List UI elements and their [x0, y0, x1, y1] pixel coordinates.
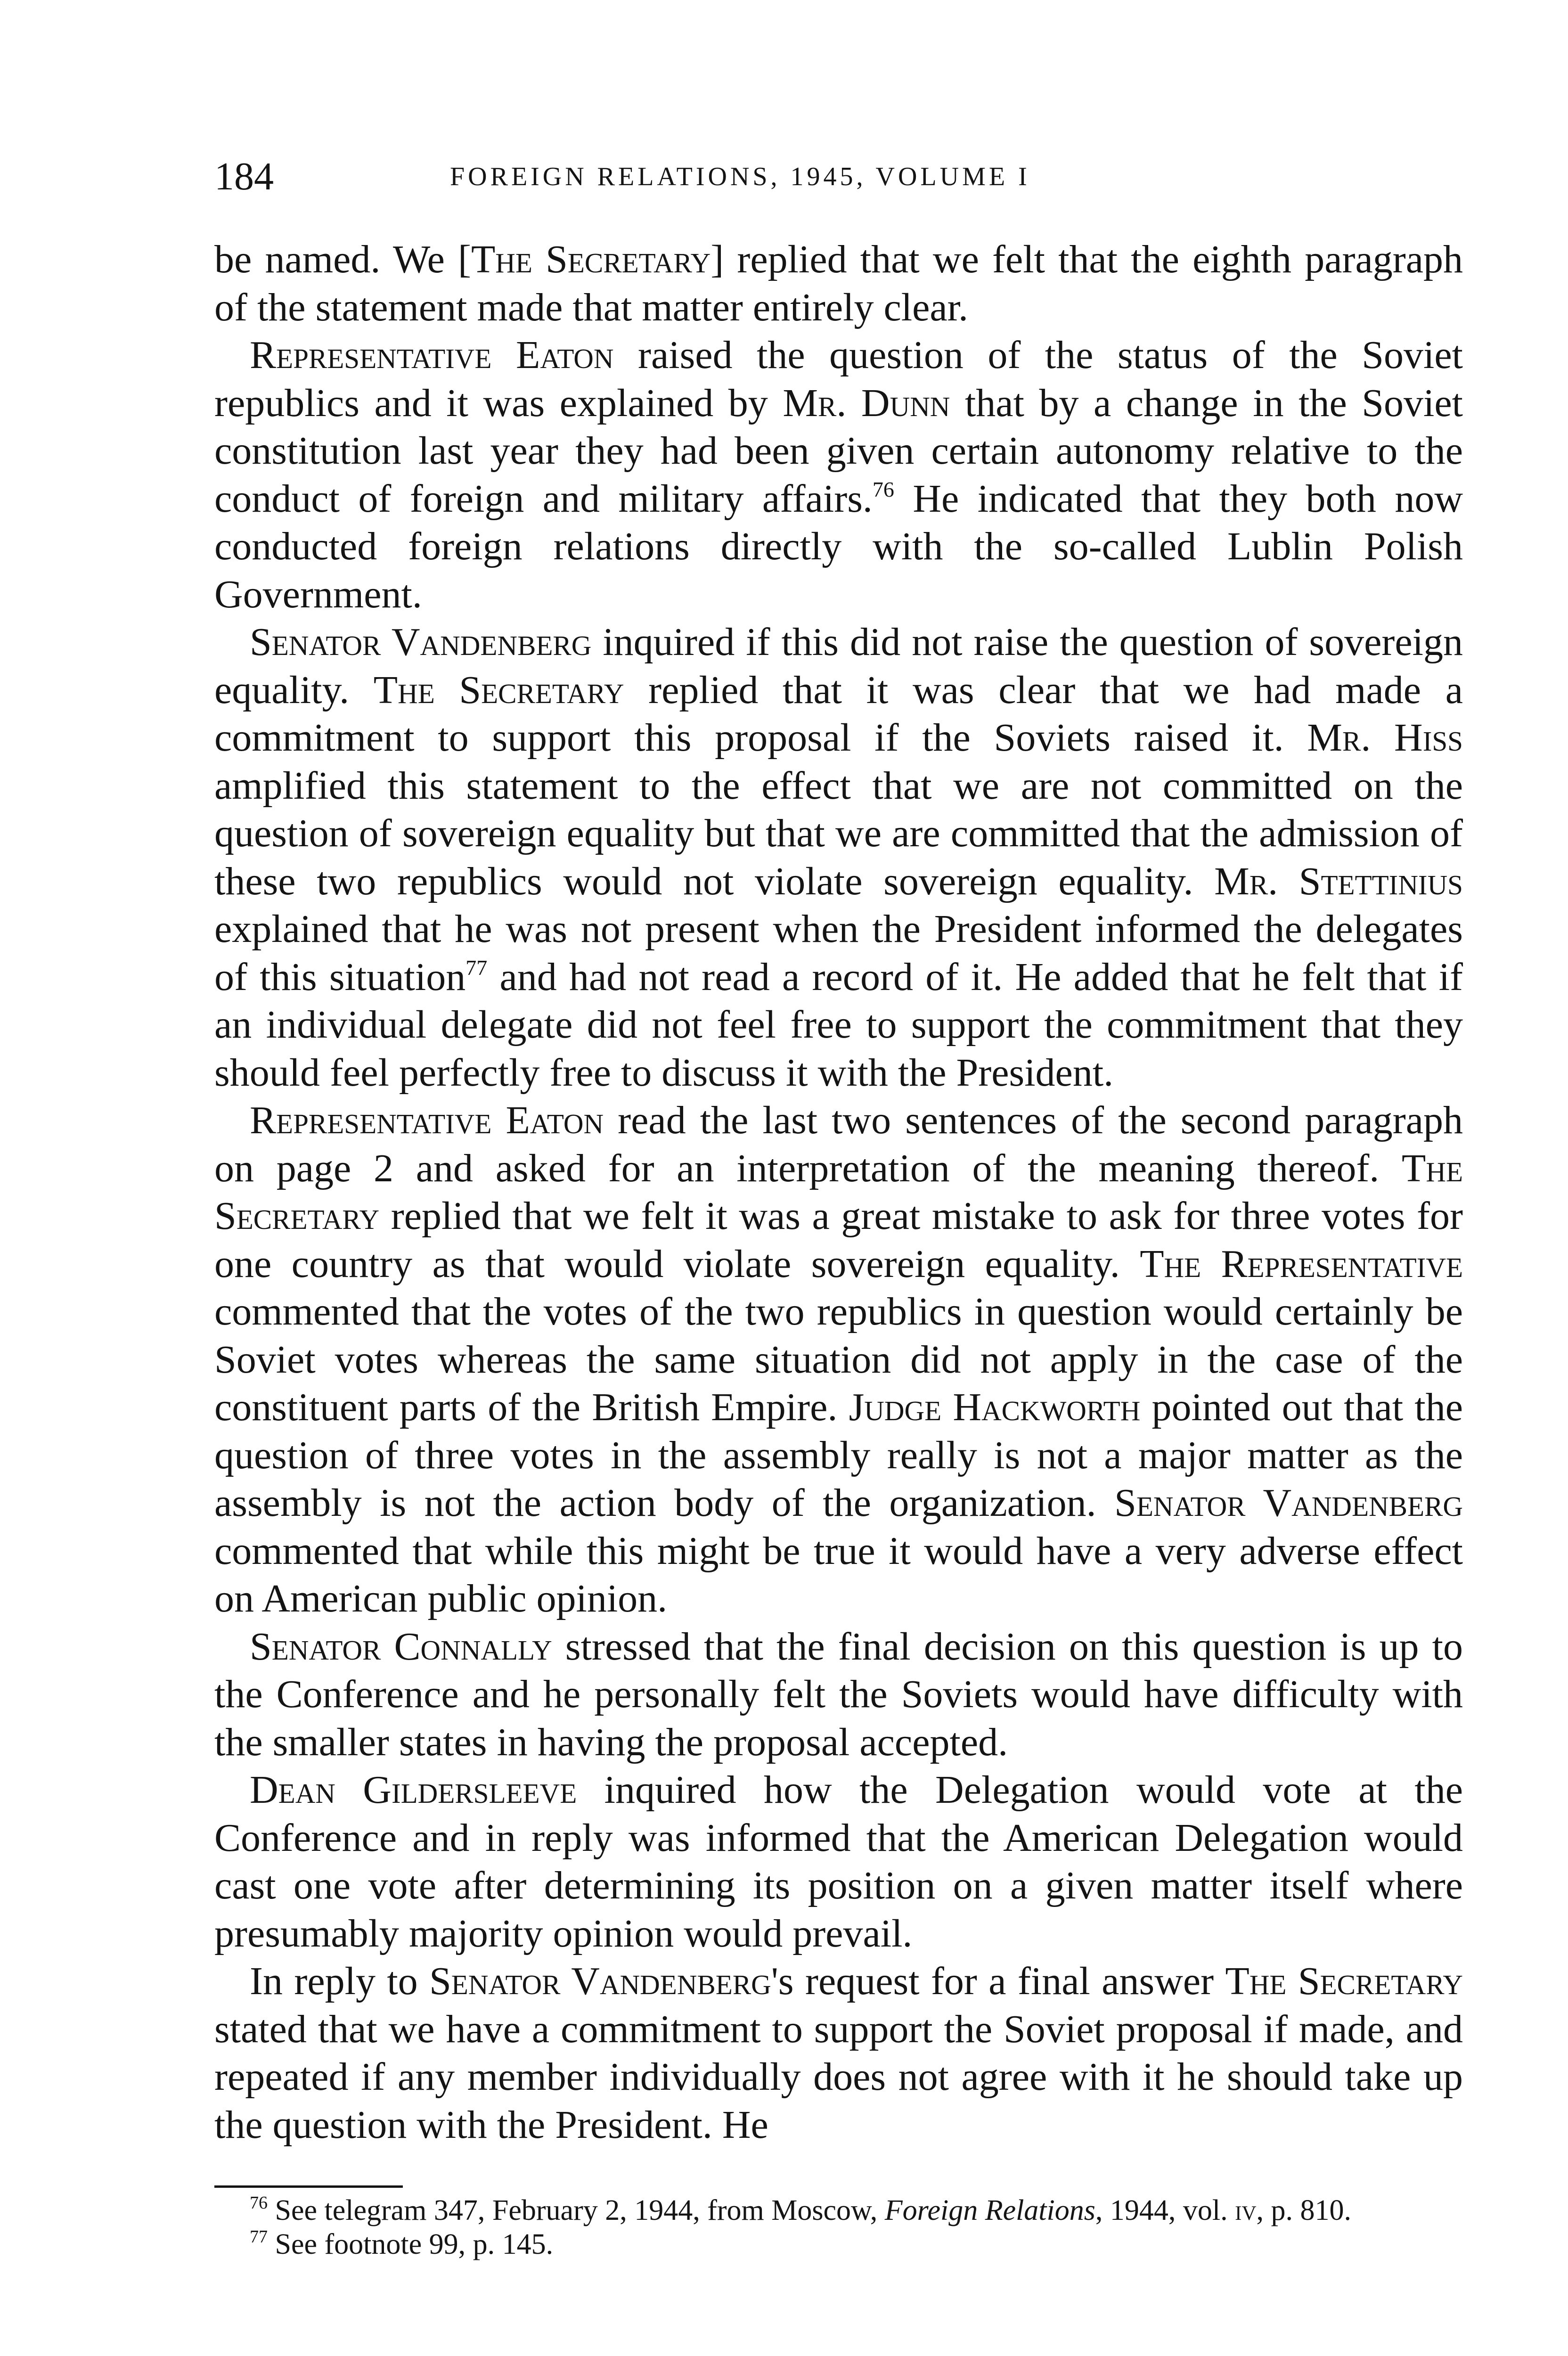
speaker-name: Mr. Hiss [1307, 716, 1463, 760]
footnote: $^{76}$ See telegram 347, February 2, 1944, from Moscow, Foreign Relations, 1944, vol. iv, p. 810. [250, 2193, 1351, 2226]
page-number: 184 [214, 155, 274, 198]
speaker-name: The Secretary [471, 237, 711, 281]
speaker-name: The Representative [1140, 1242, 1463, 1286]
footnote-reference: 77 [466, 955, 488, 980]
page-header [214, 151, 1463, 203]
speaker-name: The Secretary [214, 1146, 1463, 1238]
paragraph: Senator Connally stressed that the final decision on this question is up to the Conference and he personally felt the Soviets would have difficulty with the smaller states in having the proposal accepted. [214, 1624, 1463, 1764]
speaker-name: Mr. Dunn [783, 381, 950, 425]
speaker-name: Senator Connally [250, 1624, 552, 1669]
running-title: FOREIGN RELATIONS, 1945, VOLUME I [450, 162, 1030, 191]
footnote-marker: 76 [250, 2193, 268, 2213]
body-text [214, 236, 1463, 2149]
paragraph: be named. We [The Secretary] replied that we felt that the eighth paragraph of the statement made that matter entirely clear. [214, 237, 1463, 329]
footnote-marker: 77 [250, 2227, 268, 2247]
speaker-name: Senator Vandenberg [250, 620, 592, 664]
publication-title: Foreign Relations [884, 2194, 1095, 2226]
speaker-name: The Secretary [373, 668, 624, 712]
speaker-name: The Secretary [1225, 1959, 1463, 2003]
footnotes [214, 2193, 1463, 2261]
speaker-name: Senator Vandenberg [429, 1959, 771, 2003]
speaker-name: Representative Eaton [250, 1098, 604, 1142]
paragraph: Senator Vandenberg inquired if this did not raise the question of sovereign equality. The Secretary replied that it was clear that we had made a commitment to support this proposal if the Soviets raised it. Mr. Hiss amplified this statement to the effect that we are not committed on the question of sovereign equality but that we are committed that the admission of these two republics would not violate sovereign equality. Mr. Stettinius explained that he was not present when the President informed the delegates of this situation$^{77}$ and had not read a record of it. He added that he felt that if an individual delegate did not feel free to support the commitment that they should feel perfectly free to discuss it with the President. [214, 620, 1463, 1095]
footnote-divider [214, 2185, 403, 2188]
paragraph: In reply to Senator Vandenberg's request for a final answer The Secretary stated that we have a commitment to support the Soviet proposal if made, and repeated if any member individually does not agree with it he should take up the question with the President. He [214, 1959, 1463, 2147]
speaker-name: Judge Hackworth [849, 1385, 1141, 1429]
paragraph: Dean Gildersleeve inquired how the Delegation would vote at the Conference and in reply was informed that the American Delegation would cast one vote after determining its position on a given matter itself where presumably majority opinion would prevail. [214, 1768, 1463, 1955]
footnote: $^{77}$ See footnote 99, p. 145. [250, 2227, 554, 2260]
speaker-name: Representative Eaton [250, 333, 614, 377]
paragraph: Representative Eaton raised the question of the status of the Soviet republics and it was explained by Mr. Dunn that by a change in the Soviet constitution last year they had been given certain autonomy relative to the conduct of foreign and military affairs.$^{76}$ He indicated that they both now conducted foreign relations directly with the so-called Lublin Polish Government. [214, 333, 1463, 616]
speaker-name: Senator Vandenberg [1114, 1481, 1463, 1525]
footnote-reference: 76 [872, 477, 894, 501]
speaker-name: Dean Gildersleeve [250, 1768, 577, 1812]
paragraph: Representative Eaton read the last two sentences of the second paragraph on page 2 and asked for an interpretation of the meaning thereof. The Secretary replied that we felt it was a great mistake to ask for three votes for one country as that would violate sovereign equality. The Representative commented that the votes of the two republics in question would certainly be Soviet votes whereas the same situation did not apply in the case of the constituent parts of the British Empire. Judge Hackworth pointed out that the question of three votes in the assembly really is not a major matter as the assembly is not the action body of the organization. Senator Vandenberg commented that while this might be true it would have a very adverse effect on American public opinion. [214, 1098, 1463, 1620]
speaker-name: Mr. Stettinius [1214, 859, 1463, 903]
